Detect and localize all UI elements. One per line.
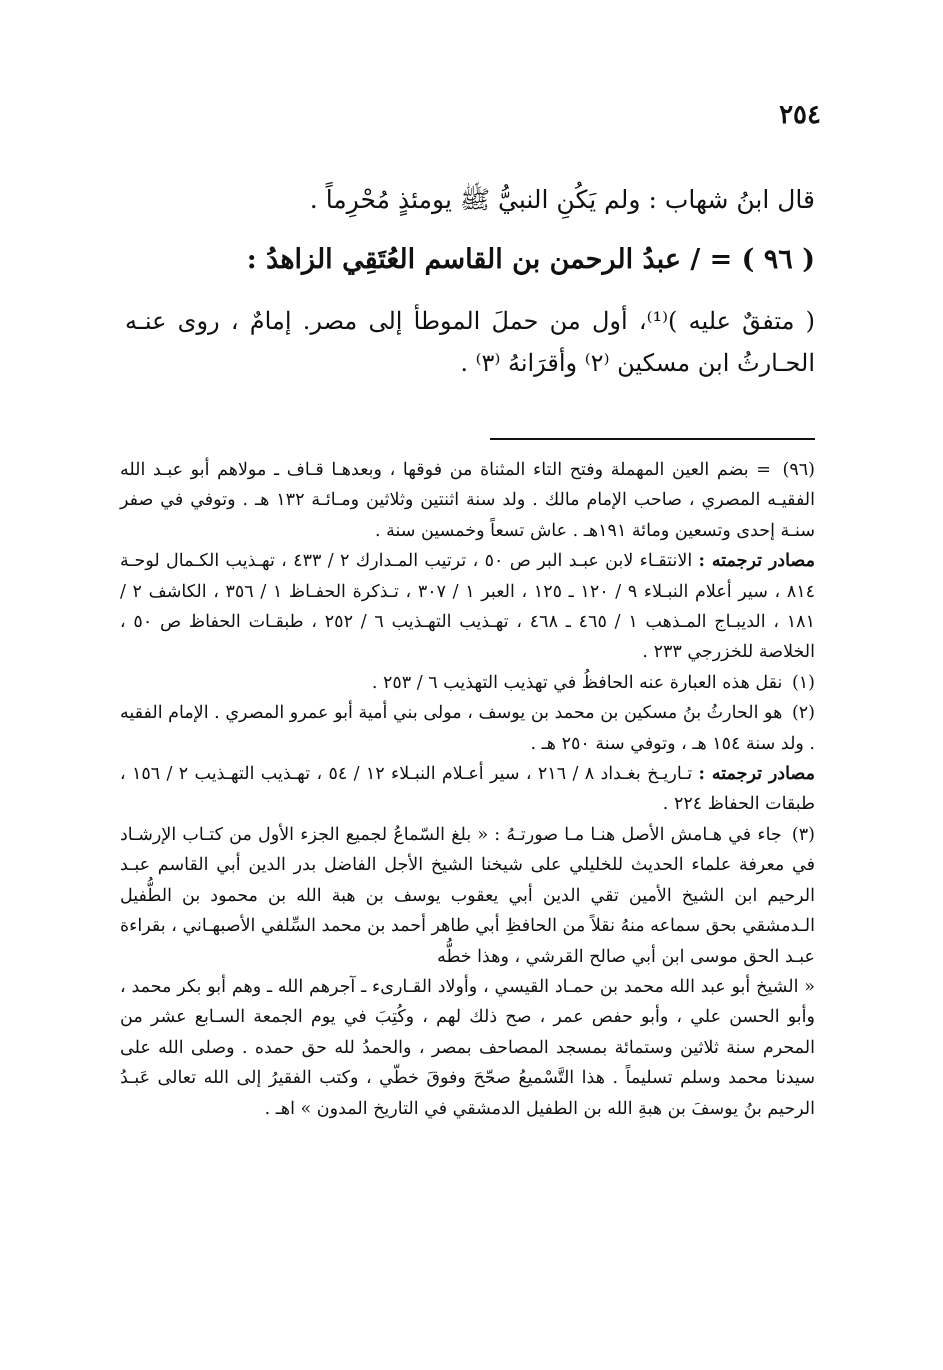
footnote-96 [120, 455, 815, 546]
footnote-number: (٢) [791, 703, 815, 724]
footnote-1 [120, 668, 815, 698]
sources-text: تـاريـخ بغـداد ٨ / ٢١٦ ، سير أعـلام النبـلاء ١٢ / ٥٤ ، تهـذيب التهـذيب ٢ / ١٥٦ ، طبقات الحفاظ ٢٢٤ . [120, 764, 815, 815]
footnote-3-quote [120, 972, 815, 1124]
page-number: ٢٥٤ [779, 100, 821, 130]
footnote-text: نقل هذه العبارة عنه الحافظُ في تهذيب التهذيب ٦ / ٢٥٣ . [371, 672, 783, 693]
footnote-2 [120, 698, 815, 759]
sources-label: مصادر ترجمته : [698, 764, 815, 785]
footnote-3 [120, 820, 815, 972]
footnote-number: (٩٦) [782, 460, 815, 480]
entry-heading: ( ٩٦ ) = / عبدُ الرحمن بن القاسم العُتَقِي الزاهدُ : [246, 244, 815, 275]
footnote-text: = بضم العين المهملة وفتح التاء المثناة من فوقها ، وبعدهـا قـاف ـ مولاهم أبو عبـد الله الفقيـه المصري ، صاحب الإمام مالك . ولد سنة اثنتين وثلاثين ومـائـة ١٣٢ هـ . وتوفي في صفر سنـة إحدى وتسعين ومائة ١٩١هـ . عاش تسعاً وخمسين سنة . [120, 460, 815, 541]
quote-text: « الشيخ أبو عبد الله محمد بن حمـاد القيسي ، وأولاد القـارىء ـ آجرهم الله ـ وهم أبو بكر محمد ، وأبو الحسن علي ، وأبو حفص عمر ، صح ذلك لهم ، وكُتِبَ في يوم الجمعة السـابع عشر من المحرم سنة ثلاثين وستمائة بمسجد المصاحف بمصر ، والحمدُ لله حق حمده . وصلى الله على سيدنا محمد وسلم تسليماً . هذا التَّسْميعُ صحّحَ وفوقَ خطّي ، وكتب الفقيرُ إلى الله تعالى عَبـدُ الرحيم بنُ يوسفَ بن هبةِ الله بن الطفيل الدمشقي في التاريخ المدون » اهـ . [120, 976, 815, 1119]
footnote-number: (١) [791, 672, 815, 693]
sources-text: الانتقـاء لابن عبـد البر ص ٥٠ ، ترتيب المـدارك ٢ / ٤٣٣ ، تهـذيب الكـمال لوحـة ٨١٤ ، سير أعلام النبـلاء ٩ / ١٢٠ ـ ١٢٥ ، العبر ١ / ٣٠٧ ، تـذكرة الحفـاظ ١ / ٣٥٦ ، الكاشف ٢ / ١٨١ ، الديبـاج المـذهب ١ / ٤٦٥ ـ ٤٦٨ ، تهـذيب التهـذيب ٦ / ٢٥٢ ، طبقـات الحفاظ ص ٥٠ ، الخلاصة للخزرجي ٢٣٣ . [120, 551, 816, 663]
entry-body: ( متفقٌ عليه )⁽¹⁾، أول من حملَ الموطأ إلى مصر. إمامٌ ، روى عنـه الحـارثُ ابن مسكين ⁽٢⁾ وأقرَانهُ ⁽٣⁾ . [125, 307, 815, 377]
footnote-2-sources [120, 759, 815, 820]
main-text-line: قال ابنُ شهاب : ولم يَكُنِ النبيُّ ﷺ يومئذٍ مُحْرِماً . [309, 185, 815, 214]
footnote-number: (٣) [791, 824, 815, 845]
footnote-separator [490, 438, 815, 440]
footnote-96-sources [120, 546, 815, 668]
sources-label: مصادر ترجمته : [698, 551, 815, 572]
footnotes-section [120, 455, 815, 1124]
footnote-text: هو الحارثُ بنُ مسكين بن محمد بن يوسف ، مولى بني أمية أبو عمرو المصري . الإمام الفقيه . ولد سنة ١٥٤ هـ ، وتوفي سنة ٢٥٠ هـ . [120, 703, 815, 754]
footnote-text: جاء في هـامش الأصل هنـا مـا صورتـهُ : « بلغ السّماعُ لجميع الجزء الأول من كتـاب الإرشـاد في معرفة علماء الحديث للخليلي على شيخنا الشيخ الأجل الفاضل بدر الدين أبي القاسم عبـد الرحيم ابن الشيخ الأمين تقي الدين أبي يعقوب يوسف بن هبة الله بن محمود بن الطُّفيل الـدمشقي بحق سماعه منهُ نقلاً من الحافظِ أبي طاهر أحمد بن محمد السِّلفي الأصبهـاني ، بقراءة عبـد الحق موسى ابن أبي صالح القرشي ، وهذا خطُّه [120, 824, 815, 967]
